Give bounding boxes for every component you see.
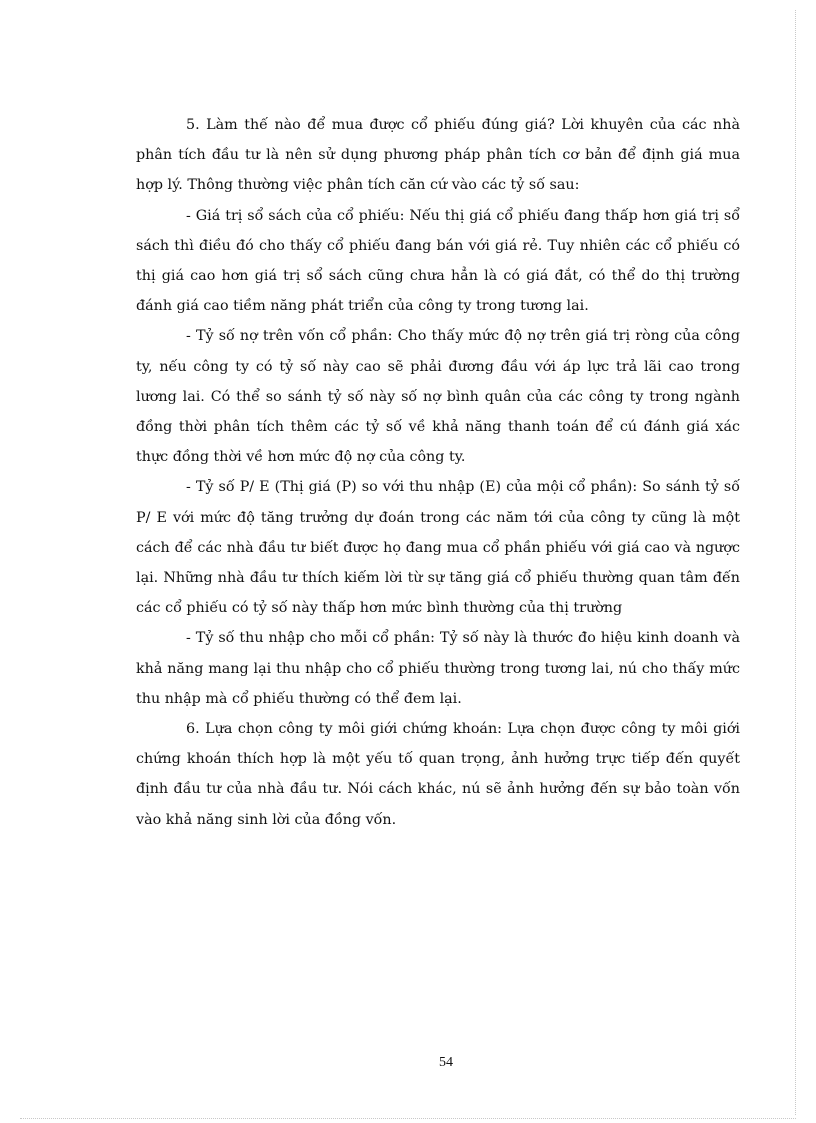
page-number: 54: [439, 1055, 453, 1070]
page-border-right: [795, 10, 796, 1115]
paragraph-debt-equity: - Tỷ số nợ trên vốn cổ phần: Cho thấy mức độ nợ trên giá trị ròng của công ty, nếu công ty có tỷ số này cao sẽ phải đương đầu với áp lực trả lãi cao trong lương lai. Có thể so sánh tỷ số này số nợ bình quân của các công ty trong ngành đồng thời phân tích thêm các tỷ số về khả năng thanh toán để cú đánh giá xác thực đồng thời về hơn mức độ nợ của công ty.: [136, 328, 740, 466]
paragraph-section-6: 6. Lựa chọn công ty môi giới chứng khoán: Lựa chọn được công ty môi giới chứng khoán thích hợp là một yếu tố quan trọng, ảnh hưởng trực tiếp đến quyết định đầu tư của nhà đầu tư. Nói cách khác, nú sẽ ảnh hưởng đến sự bảo toàn vốn vào khả năng sinh lời của đồng vốn.: [136, 721, 740, 828]
paragraph-eps: - Tỷ số thu nhập cho mỗi cổ phần: Tỷ số này là thước đo hiệu kinh doanh và khả năng mang lại thu nhập cho cổ phiếu thường trong tương lai, nú cho thấy mức thu nhập mà cổ phiếu thường có thể đem lại.: [136, 630, 740, 707]
paragraph-book-value: - Giá trị sổ sách của cổ phiếu: Nếu thị giá cổ phiếu đang thấp hơn giá trị sổ sách thì điều đó cho thấy cổ phiếu đang bán với giá rẻ. Tuy nhiên các cổ phiếu có thị giá cao hơn giá trị sổ sách cũng chưa hẳn là có giá đắt, có thể do thị trường đánh giá cao tiềm năng phát triển của công ty trong tương lai.: [136, 207, 740, 315]
document-body: [136, 110, 740, 835]
page-border-bottom: [20, 1118, 796, 1119]
paragraph-pe-ratio: - Tỷ số P/ E (Thị giá (P) so với thu nhập (E) của mội cổ phần): So sánh tỷ số P/ E với mức độ tăng trưởng dự đoán trong các năm tới của công ty cũng là một cách để các nhà đầu tư biết được họ đang mua cổ phần phiếu với giá cao và ngược lại. Những nhà đầu tư thích kiếm lời từ sự tăng giá cổ phiếu thường quan tâm đến các cổ phiếu có tỷ số này thấp hơn mức bình thường của thị trường: [136, 479, 740, 617]
paragraph-section-5: 5. Làm thế nào để mua được cổ phiếu đúng giá? Lời khuyên của các nhà phân tích đầu tư là nên sử dụng phương pháp phân tích cơ bản để định giá mua hợp lý. Thông thường việc phân tích căn cứ vào các tỷ số sau:: [136, 117, 740, 194]
